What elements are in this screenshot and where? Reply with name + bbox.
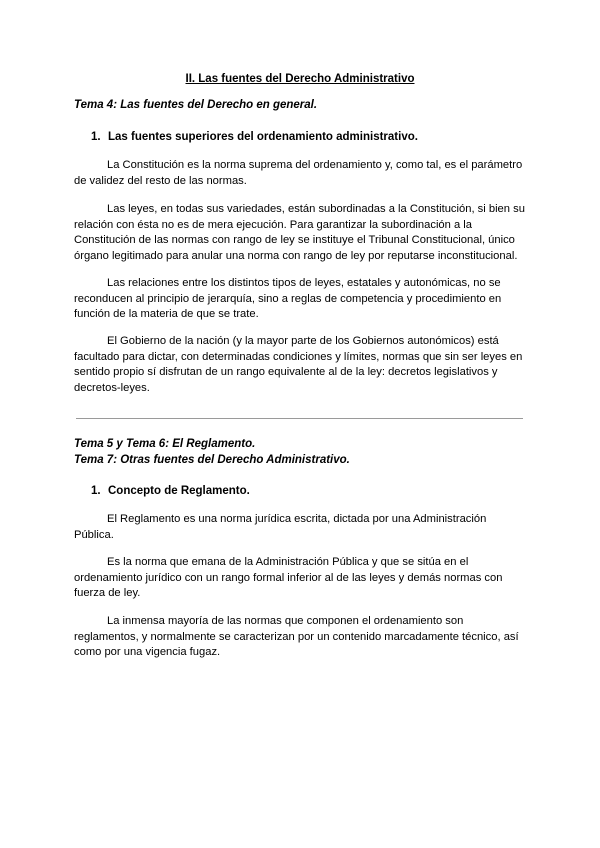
section-heading bbox=[91, 130, 418, 145]
paragraph: Es la norma que emana de la Administración Pública y que se sitúa en el ordenamiento jurídico con un rango formal inferior al de las leyes y demás normas con fuerza de ley. bbox=[74, 556, 503, 599]
heading-text: Concepto de Reglamento. bbox=[108, 485, 250, 497]
heading-number: 1. bbox=[91, 131, 101, 143]
paragraph: El Reglamento es una norma jurídica escrita, dictada por una Administración Pública. bbox=[74, 513, 487, 541]
paragraph: Las relaciones entre los distintos tipos de leyes, estatales y autonómicas, no se reconducen al principio de jerarquía, sino a reglas de competencia y procedimiento en función de la materia de que se trate. bbox=[74, 277, 502, 320]
theme-label: Tema 4: Las fuentes del Derecho en general. bbox=[74, 99, 318, 111]
theme-label: Tema 5 y Tema 6: El Reglamento. bbox=[74, 438, 256, 450]
paragraph: Las leyes, en todas sus variedades, están subordinadas a la Constitución, si bien su relación con ésta no es de mera ejecución. Para garantizar la subordinación a la Constitución de las normas con rango de ley se instituye el Tribunal Constitucional, único órgano legitimado para anular una norma con rango de ley por reputarse inconstitucional. bbox=[74, 203, 525, 262]
paragraph: La Constitución es la norma suprema del ordenamiento y, como tal, es el parámetro de validez del resto de las normas. bbox=[74, 159, 523, 187]
heading-number: 1. bbox=[91, 485, 101, 497]
document-title: II. Las fuentes del Derecho Administrativo bbox=[185, 73, 415, 85]
section-heading bbox=[91, 484, 250, 499]
paragraph: El Gobierno de la nación (y la mayor parte de los Gobiernos autonómicos) está facultado para dictar, con determinadas condiciones y límites, normas que sin ser leyes en sentido propio sí disfrutan de un rango equivalente al de la ley: decretos legislativos y decretos-leyes. bbox=[74, 335, 523, 394]
heading-text: Las fuentes superiores del ordenamiento administrativo. bbox=[108, 131, 418, 143]
horizontal-divider bbox=[76, 418, 523, 419]
theme-label: Tema 7: Otras fuentes del Derecho Administrativo. bbox=[74, 454, 350, 466]
paragraph: La inmensa mayoría de las normas que componen el ordenamiento son reglamentos, y normalmente se caracterizan por un contenido marcadamente técnico, así como por una vigencia fugaz. bbox=[74, 615, 519, 658]
